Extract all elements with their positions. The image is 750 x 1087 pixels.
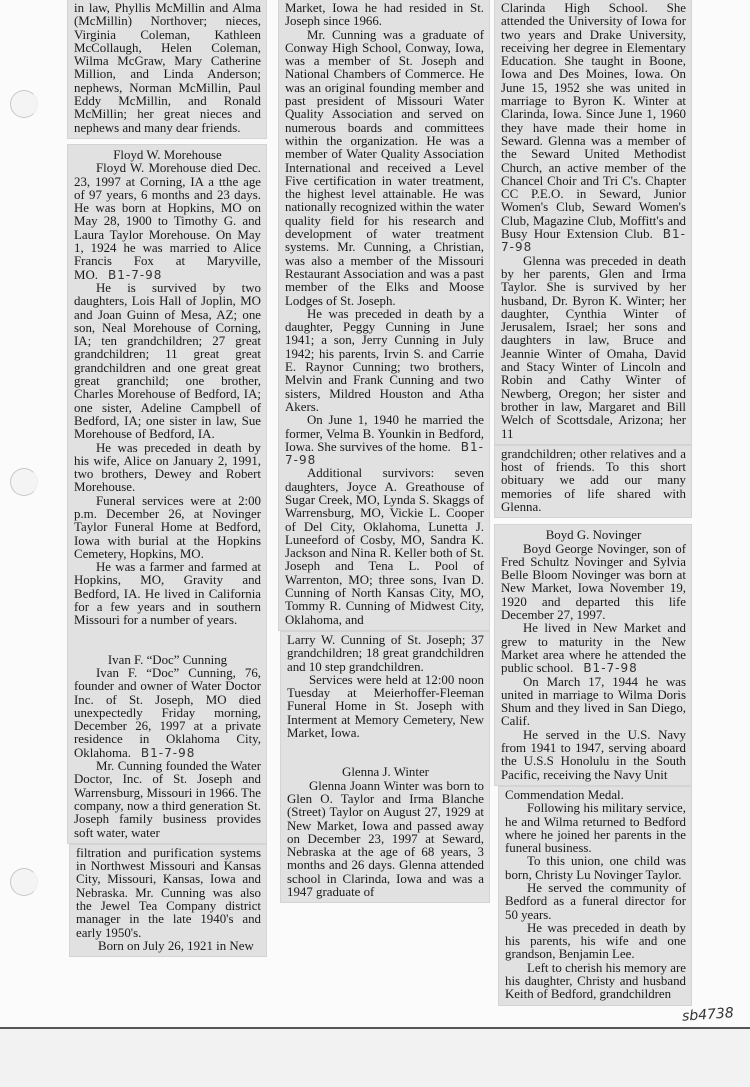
- middle-column: [279, 0, 489, 902]
- obituary-paragraph: [501, 622, 686, 675]
- obituary-paragraph: [74, 561, 261, 627]
- left-column: [68, 0, 266, 956]
- obituary-paragraph: [74, 760, 261, 840]
- paragraph-text: He was a farmer and farmed at Hopkins, MO, Gravity and Bedford, IA. He lived in California for a few years and in southern Missouri for a number of years.: [74, 560, 261, 628]
- paragraph-text: Larry W. Cunning of St. Joseph; 37 grandchildren; 18 great grandchildren and 10 step grandchildren.: [287, 632, 484, 674]
- obituary-paragraph: [285, 414, 484, 467]
- obituary-heading: Ivan F. “Doc” Cunning: [107, 652, 228, 667]
- handwritten-date-note: B1-7-98: [285, 439, 484, 468]
- paragraph-text: filtration and purification systems in Northwest Missouri and Kansas City, Missouri, Kansas, Iowa and Nebraska. Mr. Cunning was also the Jewel Tea Company district manager in the late 1940's and early 1950's.: [76, 845, 261, 940]
- binder-hole: [10, 868, 38, 896]
- obituary-paragraph: [501, 448, 686, 514]
- paragraph-text: Glenna Joann Winter was born to Glen O. Taylor and Irma Blanche (Street) Taylor on August 27, 1929 at New Market, Iowa and passed away on December 23, 1997 at Seward, Nebraska at the age of 68 years, 3 months and 26 days. Glenna attended school in Clarinda, Iowa and was a 1947 graduate of: [287, 778, 484, 899]
- obituary-paragraph: [74, 282, 261, 442]
- paragraph-text: On June 1, 1940 he married the former, Velma B. Younkin in Bedford, Iowa. She survives of the home.: [285, 413, 484, 454]
- paragraph-text: Left to cherish his memory are his daughter, Christy and husband Keith of Bedford, grandchildren: [505, 960, 686, 1002]
- paragraph-text: He served in the U.S. Navy from 1941 to 1947, serving aboard the U.S.S Honolulu in the South Pacific, receiving the Navy Unit: [501, 727, 686, 782]
- paragraph-text: On March 17, 1944 he was united in marriage to Wilma Doris Shum and they lived in San Diego, Calif.: [501, 674, 686, 729]
- obituary-paragraph: [74, 667, 261, 760]
- obituary-paragraph: [505, 789, 686, 802]
- paragraph-text: He is survived by two daughters, Lois Hall of Joplin, MO and Joan Guinn of Mesa, AZ; one son, Neal Morehouse of Corning, IA; ten grandchildren; 27 great grandchildren; 11 great great grandchildren and one great great great granchild; one brother, Charles Morehouse of Bedford, IA; one sister, Adeline Campbell of Bedford, IA; one sister in law, Sue Morehouse of Bedford, IA.: [74, 280, 261, 442]
- obituary-paragraph: [285, 308, 484, 414]
- binder-hole: [10, 90, 38, 118]
- obituary-section: [74, 654, 261, 840]
- obituary-paragraph: [74, 2, 261, 135]
- paragraph-text: He lived in New Market and grew to maturity in the New Market area where he attended the public school.: [501, 621, 686, 676]
- obituary-paragraph: [501, 2, 686, 255]
- obituary-paragraph: [76, 940, 261, 953]
- scanner-bed: [0, 1029, 750, 1087]
- paragraph-text: He served the community of Bedford as a funeral director for 50 years.: [505, 881, 686, 922]
- paragraph-text: Additional survivors: seven daughters, Joyce A. Greathouse of Sugar Creek, MO, Lynda S. Skaggs of Warrensburg, MO, Vickie L. Cooper of Del City, Oklahoma, Lunetta J. Luneeford of Cosby, MO, Sandra K. Jackson and Nina R. Keller both of St. Joseph and Tena L. Pool of Warrenton, MO; three sons, Ivan D. Cunning of North Kansas City, MO, Tommy R. Cunning of Midwest City, Oklahoma, and: [285, 466, 484, 627]
- handwritten-date-note: B1-7-98: [140, 745, 196, 760]
- obituary-paragraph: [285, 29, 484, 308]
- obituary-section: [501, 529, 686, 782]
- paragraph-text: Services were held at 12:00 noon Tuesday at Meierhoffer-Fleeman Funeral Home in St. Joseph with Interment at Memory Cemetery, New Market, Iowa.: [287, 672, 484, 741]
- archive-stamp: sb4738: [681, 1004, 735, 1025]
- obituary-paragraph: [76, 847, 261, 940]
- obituary-section: [505, 789, 686, 1002]
- obituary-paragraph: [501, 543, 686, 623]
- obituary-paragraph: [287, 780, 484, 900]
- clipping-cunning-winter: [281, 632, 489, 902]
- obituary-paragraph: [74, 162, 261, 282]
- paragraph-text: Born on July 26, 1921 in New: [98, 938, 254, 953]
- handwritten-date-note: B1-7-98: [583, 661, 638, 676]
- paragraph-text: Boyd George Novinger, son of Fred Schultz Novinger and Sylvia Belle Bloom Novinger was born at New Market, Iowa November 19, 1920 and departed this life December 27, 1997.: [501, 541, 686, 623]
- paragraph-text: To this union, one child was born, Christy Lu Novinger Taylor.: [505, 854, 686, 882]
- obituary-paragraph: [505, 962, 686, 1002]
- handwritten-date-note: B1-7-98: [108, 267, 163, 282]
- obituary-paragraph: [501, 729, 686, 782]
- clipping-novinger-cont: [499, 787, 691, 1005]
- paragraph-text: Ivan F. “Doc” Cunning, 76, founder and owner of Water Doctor Inc. of St. Joseph, MO died unexpectedly Friday morning, December 26, 1997 at a private residence in Oklahoma City, Oklahoma.: [74, 665, 261, 760]
- obituary-section: [74, 2, 261, 135]
- obituary-paragraph: [501, 676, 686, 729]
- obituary-heading: Glenna J. Winter: [342, 765, 429, 780]
- clipping-mcmillin-end: [68, 0, 266, 138]
- paragraph-text: He was preceded in death by his parents, his wife and one grandson, Benjamin Lee.: [505, 920, 686, 962]
- obituary-paragraph: [505, 882, 686, 922]
- obituary-paragraph: [501, 255, 686, 441]
- obituary-section: [287, 634, 484, 740]
- clipping-cunning-cont: [70, 845, 266, 956]
- obituary-paragraph: [285, 467, 484, 627]
- paragraph-text: Following his military service, he and Wilma returned to Bedford where he joined her parents in the funeral business.: [505, 801, 686, 856]
- paragraph-text: in law, Phyllis McMillin and Alma (McMillin) Northover; nieces, Virginia Coleman, Kathleen McCollaugh, Helen Coleman, Wilma McGraw, Mary Catherine Million, and Linda Anderson; nephews, Norman McMillin, Paul Eddy McMillin, and Ronald McMillin; her great nieces and nephews and many dear friends.: [74, 1, 261, 135]
- paragraph-text: Mr. Cunning founded the Water Doctor, Inc. of St. Joseph and Warrensburg, Missouri in 1966. The company, now a third generation St. Joseph family business provides soft water, water: [74, 759, 261, 840]
- obituary-paragraph: [287, 674, 484, 740]
- binder-hole: [10, 468, 38, 496]
- right-column: [495, 0, 691, 1005]
- obituary-paragraph: [287, 634, 484, 674]
- obituary-section: [287, 766, 484, 899]
- paragraph-text: He was preceded in death by a daughter, Peggy Cunning in June 1941; a son, Jerry Cunning in July 1942; his parents, Irvin S. and Carrie E. Raynor Cunning; two brothers, Melvin and Frank Cunning and two sisters, Mildred Houston and Atha Akers.: [285, 306, 484, 414]
- obituary-section: [285, 2, 484, 627]
- obituary-paragraph: [74, 495, 261, 561]
- obituary-section: [501, 448, 686, 514]
- paragraph-text: grandchildren; other relatives and a host of friends. To this short obituary we add our many memories of life shared with Glenna.: [501, 446, 686, 514]
- obituary-section: [76, 847, 261, 953]
- obituary-heading: Boyd G. Novinger: [545, 528, 642, 543]
- handwritten-date-note: B1-7-98: [501, 227, 686, 255]
- clipping-winter-cont: [495, 0, 691, 444]
- obituary-paragraph: [505, 855, 686, 882]
- paragraph-text: Commendation Medal.: [505, 787, 624, 802]
- obituary-paragraph: [74, 442, 261, 495]
- clipping-morehouse-cunning: [68, 145, 266, 843]
- paragraph-text: Funeral services were at 2:00 p.m. December 26, at Novinger Taylor Funeral Home at Bedford, Iowa with burial at the Hopkins Cemetery, Hopkins, MO.: [74, 493, 261, 561]
- paragraph-text: Market, Iowa he had resided in St. Joseph since 1966.: [285, 1, 484, 29]
- clipping-cunning-middle: [279, 0, 489, 630]
- paragraph-text: Mr. Cunning was a graduate of Conway High School, Conway, Iowa, was a member of St. Joseph and National Chambers of Commerce. He was an original founding member and past president of Missouri Water Quality Association and served on numerous boards and committees within the organization. He was a member of Water Quality Association International and received a Level Five certification in water treatment, the highest level attainable. He was nationally recognized within the water quality field for his research and development of water treatment systems. Mr. Cunning, a Christian, was also a member of the Missouri Restaurant Association and was a past member of the Elks and Moose Lodges of St. Joseph.: [285, 27, 484, 308]
- obituary-section: [501, 2, 686, 441]
- page-footer: [0, 1004, 750, 1027]
- obituary-section: [74, 149, 261, 628]
- clipping-novinger: [495, 525, 691, 785]
- obituary-paragraph: [505, 802, 686, 855]
- obituary-paragraph: [505, 922, 686, 962]
- clipping-winter-end: [495, 446, 691, 517]
- paragraph-text: He was preceded in death by his wife, Alice on January 2, 1991, two brothers, Dewey and Robert Morehouse.: [74, 440, 261, 495]
- obituary-paragraph: [285, 2, 484, 29]
- obituary-heading: Floyd W. Morehouse: [113, 147, 222, 162]
- paragraph-text: Floyd W. Morehouse died Dec. 23, 1997 at Corning, IA a tthe age of 97 years, 6 months and 23 days. He was born at Hopkins, MO on May 28, 1900 to Timothy G. and Laura Taylor Morehouse. On May 1, 1924 he was married to Alice Francis Fox at Maryville, MO.: [74, 161, 261, 282]
- paragraph-text: Glenna was preceded in death by her parents, Glen and Irma Taylor. She is survived by her husband, Dr. Byron K. Winter; her daughter, Cynthia Winter of Jerusalem, Israel; her sons and daughters in law, Bruce and Jeannie Winter of Omaha, David and Stacy Winter of Lincoln and Robin and Cathy Winter of Newberg, Oregon; her sister and brother in law, Margaret and Bill Welch of Scottsdale, Arizona; her 11: [501, 253, 686, 441]
- paragraph-text: Clarinda High School. She attended the University of Iowa for two years and Drake University, receiving her degree in Elementary Education. She taught in Boone, Iowa and Des Moines, Iowa. On June 15, 1952 she was united in marriage to Byron K. Winter at Clarinda, Iowa. Since June 1, 1960 they have made their home in Seward. Glenna was a member of the Seward United Methodist Church, an active member of the Chancel Choir and Tri C's. Chapter CC P.E.O. in Seward, Junior Women's Club, Seward Women's Club, Magazine Club, Moffitt's and Busy Hour Extension Club.: [501, 1, 686, 242]
